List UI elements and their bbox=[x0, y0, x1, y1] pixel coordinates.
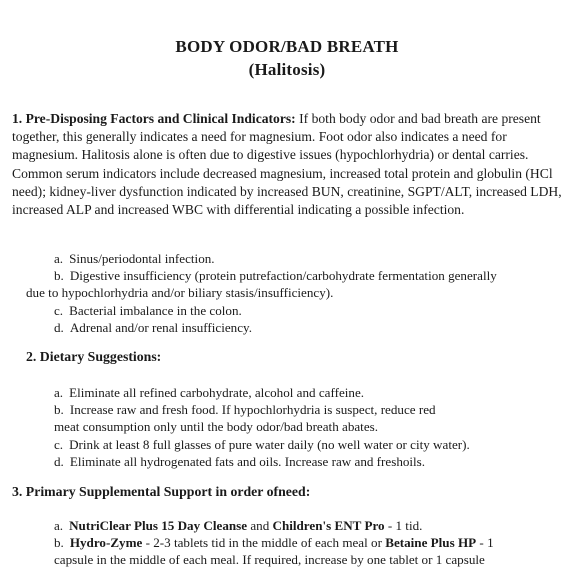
list-letter: b. bbox=[54, 402, 64, 418]
list-item bbox=[54, 401, 564, 435]
list-item bbox=[54, 453, 564, 470]
list-text: Eliminate all hydrogenated fats and oils. Increase raw and freshoils. bbox=[69, 453, 426, 469]
list-text: Drink at least 8 full glasses of pure water daily (no well water or city water). bbox=[69, 436, 470, 452]
list-text: Bacterial imbalance in the colon. bbox=[69, 302, 242, 318]
list-text: - 1 tid. bbox=[384, 518, 423, 533]
section-1-paragraph bbox=[12, 110, 564, 219]
list-text: - 1 bbox=[476, 535, 494, 551]
list-text-continued: capsule in the middle of each meal. If required, increase by one tablet or 1 capsule bbox=[54, 552, 485, 568]
list-letter: c. bbox=[54, 302, 64, 318]
product-name: Children's ENT Pro bbox=[272, 518, 385, 533]
list-item bbox=[54, 302, 564, 319]
list-item bbox=[54, 436, 564, 453]
list-text: - 2-3 tablets tid in the middle of each meal or bbox=[142, 535, 386, 551]
list-text: Digestive insufficiency (protein putrefaction/carbohydrate fermentation generally bbox=[69, 268, 497, 284]
list-text: Eliminate all refined carbohydrate, alcohol and caffeine. bbox=[69, 385, 365, 400]
list-item bbox=[54, 319, 564, 336]
list-item bbox=[54, 534, 564, 568]
section-1-heading: 1. Pre-Disposing Factors and Clinical Indicators: bbox=[12, 111, 296, 126]
product-name: Hydro-Zyme bbox=[69, 535, 143, 551]
list-text-continued: meat consumption only until the body odor/bad breath abates. bbox=[54, 419, 378, 435]
list-letter: c. bbox=[54, 436, 64, 452]
list-text: and bbox=[247, 518, 273, 533]
list-text: Adrenal and/or renal insufficiency. bbox=[69, 319, 252, 335]
list-item bbox=[54, 384, 564, 401]
list-item bbox=[26, 267, 564, 301]
document-title: BODY ODOR/BAD BREATH bbox=[175, 37, 399, 56]
list-letter: d. bbox=[54, 453, 64, 469]
product-name: Betaine Plus HP bbox=[385, 535, 477, 551]
section-3-heading: 3. Primary Supplemental Support in order ofneed: bbox=[12, 484, 311, 499]
section-2-list bbox=[54, 384, 564, 470]
section-2-heading: 2. Dietary Suggestions: bbox=[26, 349, 162, 364]
list-letter: a. bbox=[54, 251, 64, 266]
list-text: Increase raw and fresh food. If hypochlorhydria is suspect, reduce red bbox=[69, 402, 436, 418]
section-3-list bbox=[54, 517, 564, 569]
list-letter: b. bbox=[54, 535, 64, 551]
section-1-text: If both body odor and bad breath are present together, this generally indicates a need for magnesium. Foot odor also indicates a need for magnesium. Halitosis alone is often due to digestive issues (hypochlorhydria) or dental carries. Common serum indicators include decreased magnesium, increased total protein and globulin (HCl need); kidney-liver dysfunction indicated by increased BUN, creatinine, SGPT/ALT, increased LDH, increased ALP and increased WBC with differential indicating a possible infection. bbox=[12, 111, 562, 218]
list-text-continued: due to hypochlorhydria and/or biliary stasis/insufficiency). bbox=[26, 285, 334, 301]
section-1-list bbox=[26, 250, 564, 336]
list-letter: a. bbox=[54, 518, 64, 533]
list-letter: d. bbox=[54, 319, 64, 335]
list-letter: b. bbox=[54, 268, 64, 284]
list-item bbox=[54, 250, 564, 267]
document-subtitle: (Halitosis) bbox=[248, 60, 326, 79]
product-name: NutriClear Plus 15 Day Cleanse bbox=[69, 518, 248, 533]
list-text: Sinus/periodontal infection. bbox=[69, 251, 215, 266]
list-letter: a. bbox=[54, 385, 64, 400]
list-item bbox=[54, 517, 564, 534]
